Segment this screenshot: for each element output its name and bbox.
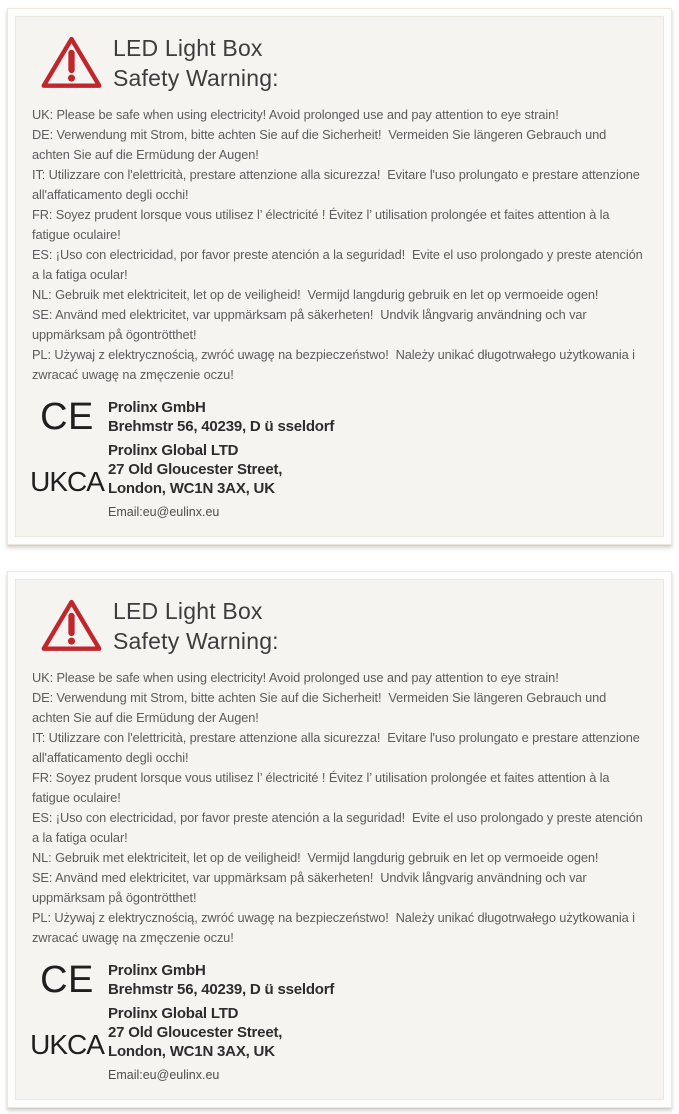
warning-text-fr: FR: Soyez prudent lorsque vous utilisez l’ électricité ! Évitez l’ utilisation prolongée et faites attention à la fatigue oculaire! bbox=[32, 770, 613, 805]
label-title bbox=[113, 596, 279, 656]
certification-block bbox=[22, 398, 653, 522]
warning-text-fr: FR: Soyez prudent lorsque vous utilisez l’ électricité ! Évitez l’ utilisation prolongée et faites attention à la fatigue oculaire! bbox=[32, 207, 613, 242]
warning-text-se: SE: Använd med elektricitet, var uppmärksam på säkerheten! Undvik långvarig användning och var uppmärksam på ögontrötthet! bbox=[32, 870, 591, 905]
warning-text-nl: NL: Gebruik met elektriciteit, let op de veiligheid! Vermijd langdurig gebruik en let op vermoeide ogen! bbox=[32, 287, 599, 302]
safety-label-panel bbox=[15, 579, 664, 1100]
ce-mark: CE bbox=[40, 959, 94, 1001]
uk-company-name: Prolinx Global LTD bbox=[108, 1005, 239, 1022]
warning-text-uk: UK: Please be safe when using electricity! Avoid prolonged use and pay attention to eye strain! bbox=[32, 670, 559, 685]
uk-company-address-2: London, WC1N 3AX, UK bbox=[108, 480, 275, 497]
warning-text-es: ES: ¡Uso con electricidad, por favor preste atención a la seguridad! Evite el uso prolongado y preste atención a la fatiga ocular! bbox=[32, 247, 647, 282]
label-title-line2: Safety Warning: bbox=[113, 65, 279, 91]
uk-company-name: Prolinx Global LTD bbox=[108, 442, 239, 459]
label-header bbox=[22, 590, 653, 658]
eu-company-name: Prolinx GmbH bbox=[108, 399, 206, 416]
warning-triangle-icon bbox=[40, 597, 103, 655]
label-header bbox=[22, 27, 653, 95]
ukca-mark: UKCA bbox=[30, 1028, 104, 1060]
email-text: Email:eu@eulinx.eu bbox=[108, 505, 220, 519]
warning-text-de: DE: Verwendung mit Strom, bitte achten Sie auf die Sicherheit! Vermeiden Sie längeren Gebrauch und achten Sie auf die Ermüdung der Augen! bbox=[32, 127, 610, 162]
safety-label-card-1 bbox=[7, 8, 672, 545]
warning-text-pl: PL: Używaj z elektrycznością, zwróć uwagę na bezpieczeństwo! Należy unikać długotrwałego użytkowania i zwracać uwagę na zmęczenie oczu! bbox=[32, 910, 639, 945]
warning-text-it: IT: Utilizzare con l'elettricità, prestare attenzione alla sicurezza! Evitare l'uso prolungato e prestare attenzione all'affaticamento degli occhi! bbox=[32, 167, 644, 202]
uk-company-address-1: 27 Old Gloucester Street, bbox=[108, 461, 283, 478]
warning-text-list bbox=[22, 105, 653, 385]
eu-company-address: Brehmstr 56, 40239, D ü sseldorf bbox=[108, 418, 335, 435]
label-title-line2: Safety Warning: bbox=[113, 628, 279, 654]
email-text: Email:eu@eulinx.eu bbox=[108, 1068, 220, 1082]
warning-text-nl: NL: Gebruik met elektriciteit, let op de veiligheid! Vermijd langdurig gebruik en let op vermoeide ogen! bbox=[32, 850, 599, 865]
ce-mark: CE bbox=[40, 396, 94, 438]
ukca-mark: UKCA bbox=[30, 465, 104, 497]
warning-triangle-icon bbox=[40, 34, 103, 92]
eu-company-address: Brehmstr 56, 40239, D ü sseldorf bbox=[108, 981, 335, 998]
warning-text-it: IT: Utilizzare con l'elettricità, prestare attenzione alla sicurezza! Evitare l'uso prolungato e prestare attenzione all'affaticamento degli occhi! bbox=[32, 730, 644, 765]
warning-text-pl: PL: Używaj z elektrycznością, zwróć uwagę na bezpieczeństwo! Należy unikać długotrwałego użytkowania i zwracać uwagę na zmęczenie oczu! bbox=[32, 347, 639, 382]
eu-company-name: Prolinx GmbH bbox=[108, 962, 206, 979]
warning-text-es: ES: ¡Uso con electricidad, por favor preste atención a la seguridad! Evite el uso prolongado y preste atención a la fatiga ocular! bbox=[32, 810, 647, 845]
safety-label-panel bbox=[15, 16, 664, 537]
uk-company-info bbox=[108, 441, 653, 522]
uk-company-address-1: 27 Old Gloucester Street, bbox=[108, 1024, 283, 1041]
warning-text-de: DE: Verwendung mit Strom, bitte achten Sie auf die Sicherheit! Vermeiden Sie längeren Gebrauch und achten Sie auf die Ermüdung der Augen! bbox=[32, 690, 610, 725]
eu-company-info bbox=[108, 398, 653, 436]
certification-block bbox=[22, 961, 653, 1085]
label-title bbox=[113, 33, 279, 93]
warning-text-list bbox=[22, 668, 653, 948]
warning-text-se: SE: Använd med elektricitet, var uppmärksam på säkerheten! Undvik långvarig användning och var uppmärksam på ögontrötthet! bbox=[32, 307, 591, 342]
label-title-line1: LED Light Box bbox=[113, 35, 263, 61]
warning-text-uk: UK: Please be safe when using electricity! Avoid prolonged use and pay attention to eye strain! bbox=[32, 107, 559, 122]
safety-label-card-2 bbox=[7, 571, 672, 1108]
uk-company-info bbox=[108, 1004, 653, 1085]
label-title-line1: LED Light Box bbox=[113, 598, 263, 624]
eu-company-info bbox=[108, 961, 653, 999]
uk-company-address-2: London, WC1N 3AX, UK bbox=[108, 1043, 275, 1060]
